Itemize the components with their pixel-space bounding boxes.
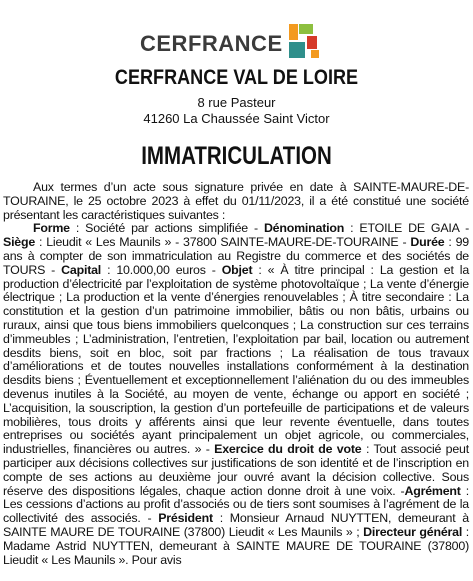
- siege-label: Siège: [3, 235, 36, 250]
- denomination-label: Dénomination: [263, 221, 345, 236]
- agrement-value: : Les cessions d’actions au profit d’associés ou de tiers sont soumises à l’agrément de la collectivité des associés. -: [3, 483, 469, 526]
- company-name: CERFRANCE VAL DE LOIRE: [114, 66, 359, 89]
- capital-value: : 10.000,00 euros -: [101, 262, 222, 277]
- logo-mark-icon: [289, 24, 323, 58]
- president-label: Président: [158, 511, 213, 526]
- forme-value: : Société par actions simplifiée -: [69, 221, 264, 236]
- capital-label: Capital: [61, 262, 102, 277]
- president-value: : Monsieur Arnaud NUYTTEN, demeurant à SAINTE MAURE DE TOURAINE (37800) Lieudit « Les Maunils » ;: [3, 511, 469, 539]
- cerfrance-logo: [0, 24, 473, 60]
- notice-title: IMMATRICULATION: [141, 142, 332, 170]
- agrement-label: Agrément: [404, 483, 461, 498]
- objet-label: Objet: [221, 262, 253, 277]
- siege-value: : Lieudit « Les Maunils » - 37800 SAINTE-MAURE-DE-TOURAINE -: [35, 235, 411, 250]
- directeur-general-value: : Madame Astrid NUYTTEN, demeurant à SAINTE MAURE DE TOURAINE (37800) Lieudit « Les Maunils ». Pour avis: [3, 524, 469, 567]
- notice-body: [3, 181, 469, 567]
- forme-label: Forme: [33, 221, 70, 236]
- vote-label: Exercice du droit de vote: [214, 442, 362, 457]
- objet-value: : « À titre principal : La gestion et la production d’électricité par l’exploitation de système photovoltaïque ; La vente d’énergie électrique ; La production et la vente d’énergies renouvelables ; À titre secondaire : La constitution et la gestion d’un patrimoine immobilier, bâtis ou non bâtis, urbains ou ruraux, ainsi que tous biens immobiliers quelconques ; La construction sur ces terrains d’immeubles ; L’administration, l’entretien, l’exploitation par bail, location ou autrement desdits biens, soit en bloc, soit par fractions ; La réalisation de tous travaux d’améliorations et de toutes nouvelles installations conformément à la destination desdits biens ; Éventuellement et exceptionnellement l’aliénation du ou des immeubles devenus inutiles à la Société, au moyen de vente, échange ou apport en société ; L’acquisition, la souscription, la gestion d’un portefeuille de participations et de valeurs mobilières, tous droits y afférents ainsi que leur revente éventuelle, dans toutes entreprises ou sociétés ayant principalement un objet agricole, ou commerciales, industrielles, financières ou autres. » -: [3, 262, 470, 457]
- logo-wordmark: CERFRANCE: [140, 31, 283, 56]
- address-street: 8 rue Pasteur: [197, 95, 276, 110]
- address-city: 41260 La Chaussée Saint Victor: [143, 111, 330, 126]
- duree-label: Durée: [410, 235, 445, 250]
- details-paragraph: [3, 222, 469, 567]
- intro-paragraph: Aux termes d’un acte sous signature privée en date à SAINTE-MAURE-DE-TOURAINE, le 25 octobre 2023 à effet du 01/11/2023, il a été constitué une société présentant les caractéristiques suivantes :: [3, 180, 469, 222]
- vote-value: : Tout associé peut participer aux décisions collectives sur justifications de son identité et de l’inscription en compte de ses actions au deuxième jour ouvré avant la décision collective. Sous réserve des dispositions légales, chaque action donne droit à une voix. -: [3, 442, 469, 498]
- directeur-general-label: Directeur général: [363, 524, 463, 539]
- denomination-value: : ETOILE DE GAIA -: [344, 221, 469, 236]
- duree-value: : 99 ans à compter de son immatriculation au Registre du commerce et des sociétés de TOURS -: [3, 235, 469, 277]
